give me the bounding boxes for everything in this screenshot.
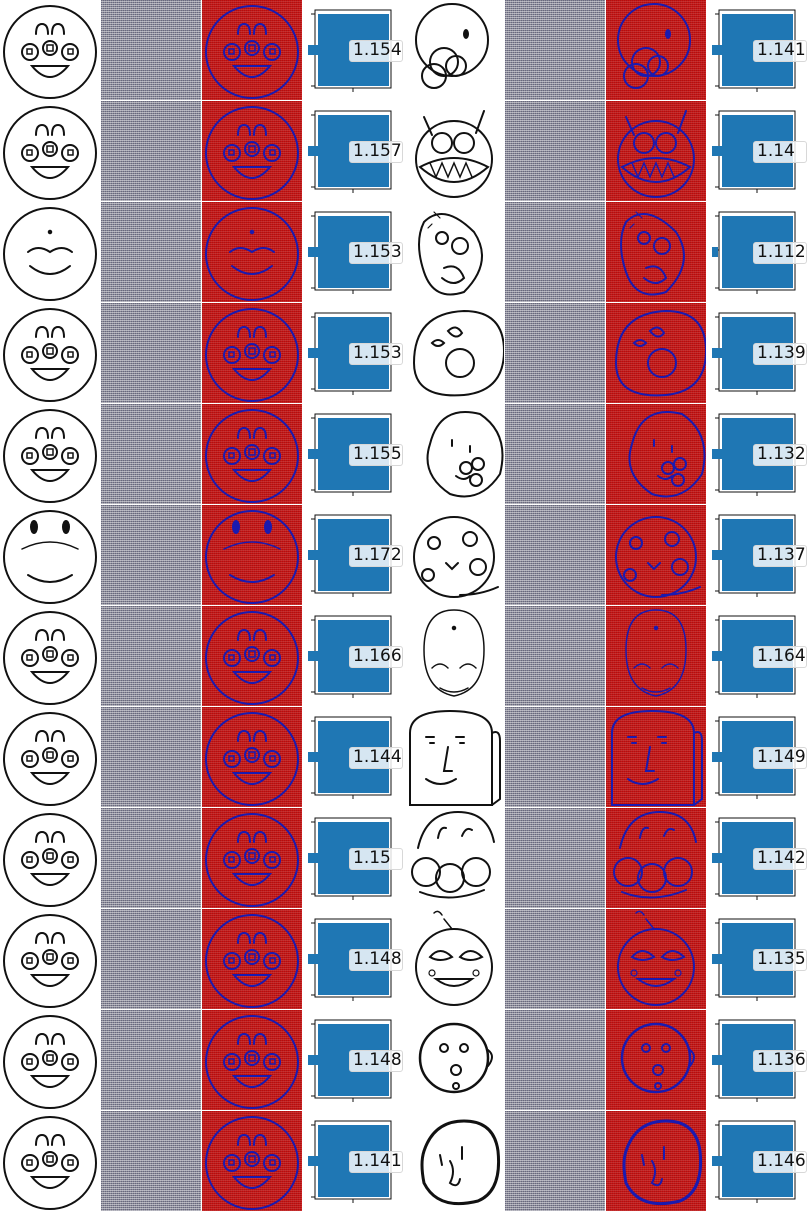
right-red-overlay-5 — [606, 404, 706, 504]
anpanman-face-drawing — [0, 606, 100, 706]
right-sketch-8 — [404, 707, 504, 807]
value-bar — [308, 550, 344, 560]
score-label: 1.148 — [353, 1050, 402, 1070]
left-score-panel-7 — [303, 606, 403, 706]
left-score-panel-12 — [303, 1111, 403, 1211]
right-sketch-11 — [404, 1010, 504, 1110]
left-score-panel-2 — [303, 101, 403, 201]
grid-row-3 — [0, 202, 807, 303]
blob-face-drawing — [606, 303, 706, 403]
left-score-panel-11 — [303, 1010, 403, 1110]
left-noise-panel-4 — [101, 303, 201, 403]
right-red-overlay-7 — [606, 606, 706, 706]
dokin-face-drawing — [606, 909, 706, 1009]
value-bar — [712, 146, 732, 156]
grid-row-4 — [0, 303, 807, 404]
left-sketch-11 — [0, 1010, 100, 1110]
left-sketch-2 — [0, 101, 100, 201]
right-sketch-5 — [404, 404, 504, 504]
grid-row-1 — [0, 0, 807, 101]
bubbles-face-drawing — [606, 808, 706, 908]
value-bar — [308, 1156, 329, 1166]
value-bar — [712, 752, 737, 762]
dots-face-drawing — [606, 505, 706, 605]
right-red-overlay-8 — [606, 707, 706, 807]
right-red-overlay-12 — [606, 1111, 706, 1211]
anpanman-face-drawing — [202, 909, 302, 1009]
right-red-overlay-4 — [606, 303, 706, 403]
right-noise-panel-2 — [505, 101, 605, 201]
smile-face-drawing — [404, 606, 504, 706]
left-sketch-5 — [0, 404, 100, 504]
score-label: 1.135 — [757, 949, 806, 969]
right-sketch-6 — [404, 505, 504, 605]
baikinman-face-drawing — [606, 101, 706, 201]
value-bar — [712, 348, 732, 358]
left-red-overlay-1 — [202, 0, 302, 100]
score-label: 1.132 — [757, 444, 806, 464]
left-noise-panel-9 — [101, 808, 201, 908]
anpanman-face-drawing — [202, 404, 302, 504]
left-score-panel-9 — [303, 808, 403, 908]
value-bar — [308, 1055, 332, 1065]
left-sketch-1 — [0, 0, 100, 100]
left-sketch-7 — [0, 606, 100, 706]
clown-face-drawing — [404, 0, 504, 100]
left-noise-panel-5 — [101, 404, 201, 504]
scribble-face-drawing — [606, 202, 706, 302]
clown-face-drawing — [606, 0, 706, 100]
value-bar — [308, 853, 333, 863]
score-label: 1.149 — [757, 747, 806, 767]
anpanman-face-drawing — [202, 0, 302, 100]
bald-face-drawing — [404, 1010, 504, 1110]
bubbles-face-drawing — [404, 808, 504, 908]
right-noise-panel-1 — [505, 0, 605, 100]
anpanman-face-drawing — [0, 101, 100, 201]
score-label: 1.166 — [353, 646, 402, 666]
score-label: 1.154 — [353, 40, 402, 60]
value-bar — [308, 247, 335, 257]
left-noise-panel-11 — [101, 1010, 201, 1110]
grid-row-9 — [0, 808, 807, 909]
right-score-panel-3 — [707, 202, 807, 302]
score-label: 1.142 — [757, 848, 806, 868]
left-noise-panel-7 — [101, 606, 201, 706]
value-bar — [308, 348, 335, 358]
left-red-overlay-5 — [202, 404, 302, 504]
left-sketch-6 — [0, 505, 100, 605]
score-label: 1.14 — [757, 141, 795, 161]
right-score-panel-8 — [707, 707, 807, 807]
right-sketch-3 — [404, 202, 504, 302]
bald-face-drawing — [606, 1010, 706, 1110]
right-red-overlay-3 — [606, 202, 706, 302]
right-noise-panel-4 — [505, 303, 605, 403]
baikinman-face-drawing — [404, 101, 504, 201]
left-red-overlay-8 — [202, 707, 302, 807]
rough-face-drawing — [404, 1111, 504, 1211]
left-score-panel-5 — [303, 404, 403, 504]
score-label: 1.15 — [353, 848, 391, 868]
right-red-overlay-1 — [606, 0, 706, 100]
grid-row-2 — [0, 101, 807, 202]
tilted-face-drawing — [404, 404, 504, 504]
score-label: 1.141 — [757, 40, 806, 60]
left-red-overlay-10 — [202, 909, 302, 1009]
anpanman-face-drawing — [0, 1010, 100, 1110]
value-bar — [712, 1156, 735, 1166]
shokupan-face-drawing — [606, 707, 706, 807]
score-label: 1.139 — [757, 343, 806, 363]
dots-face-drawing — [404, 505, 504, 605]
value-bar — [712, 247, 718, 257]
right-sketch-7 — [404, 606, 504, 706]
grid-row-8 — [0, 707, 807, 808]
left-noise-panel-8 — [101, 707, 201, 807]
value-bar — [712, 1055, 730, 1065]
right-noise-panel-12 — [505, 1111, 605, 1211]
right-noise-panel-10 — [505, 909, 605, 1009]
smile-face-drawing — [606, 606, 706, 706]
left-red-overlay-9 — [202, 808, 302, 908]
right-noise-panel-7 — [505, 606, 605, 706]
left-red-overlay-11 — [202, 1010, 302, 1110]
score-label: 1.164 — [757, 646, 806, 666]
left-red-overlay-3 — [202, 202, 302, 302]
left-sketch-12 — [0, 1111, 100, 1211]
value-bar — [308, 752, 330, 762]
anpanman-face-drawing — [202, 1111, 302, 1211]
right-red-overlay-11 — [606, 1010, 706, 1110]
value-bar — [712, 45, 733, 55]
right-sketch-2 — [404, 101, 504, 201]
right-noise-panel-6 — [505, 505, 605, 605]
left-sketch-4 — [0, 303, 100, 403]
right-score-panel-10 — [707, 909, 807, 1009]
shokupan-face-drawing — [404, 707, 504, 807]
right-score-panel-6 — [707, 505, 807, 605]
left-noise-panel-3 — [101, 202, 201, 302]
left-sketch-10 — [0, 909, 100, 1009]
anpanman-face-drawing — [0, 1111, 100, 1211]
score-label: 1.141 — [353, 1151, 402, 1171]
value-bar — [712, 651, 744, 661]
score-label: 1.144 — [353, 747, 402, 767]
right-sketch-4 — [404, 303, 504, 403]
grid-row-12 — [0, 1111, 807, 1212]
right-sketch-10 — [404, 909, 504, 1009]
anpanman-face-drawing — [0, 303, 100, 403]
score-label: 1.148 — [353, 949, 402, 969]
left-noise-panel-2 — [101, 101, 201, 201]
right-score-panel-12 — [707, 1111, 807, 1211]
anpanman-face-drawing — [202, 707, 302, 807]
plain-face-face-drawing — [202, 202, 302, 302]
score-label: 1.157 — [353, 141, 402, 161]
score-label: 1.136 — [757, 1050, 806, 1070]
left-red-overlay-2 — [202, 101, 302, 201]
anpanman-face-drawing — [202, 101, 302, 201]
right-sketch-1 — [404, 0, 504, 100]
anpanman-face-drawing — [202, 1010, 302, 1110]
right-red-overlay-2 — [606, 101, 706, 201]
plain-face-face-drawing — [0, 202, 100, 302]
left-red-overlay-4 — [202, 303, 302, 403]
right-score-panel-4 — [707, 303, 807, 403]
left-sketch-3 — [0, 202, 100, 302]
left-noise-panel-6 — [101, 505, 201, 605]
grid-row-7 — [0, 606, 807, 707]
anpanman-face-drawing — [0, 404, 100, 504]
anpanman-face-drawing — [202, 606, 302, 706]
left-red-overlay-6 — [202, 505, 302, 605]
right-sketch-12 — [404, 1111, 504, 1211]
dokin-face-drawing — [404, 909, 504, 1009]
right-sketch-9 — [404, 808, 504, 908]
value-bar — [712, 550, 731, 560]
grid-row-11 — [0, 1010, 807, 1111]
value-bar — [712, 449, 728, 459]
value-bar — [308, 45, 335, 55]
value-bar — [308, 651, 341, 661]
right-score-panel-11 — [707, 1010, 807, 1110]
left-sketch-8 — [0, 707, 100, 807]
tilted-face-drawing — [606, 404, 706, 504]
anpanman-face-drawing — [0, 707, 100, 807]
left-score-panel-8 — [303, 707, 403, 807]
left-noise-panel-10 — [101, 909, 201, 1009]
anpanman-face-drawing — [0, 808, 100, 908]
eyes-face-face-drawing — [0, 505, 100, 605]
score-label: 1.112 — [757, 242, 806, 262]
value-bar — [712, 853, 733, 863]
left-score-panel-1 — [303, 0, 403, 100]
left-score-panel-6 — [303, 505, 403, 605]
right-noise-panel-5 — [505, 404, 605, 504]
anpanman-face-drawing — [0, 909, 100, 1009]
right-noise-panel-8 — [505, 707, 605, 807]
right-score-panel-2 — [707, 101, 807, 201]
left-red-overlay-7 — [202, 606, 302, 706]
anpanman-face-drawing — [202, 303, 302, 403]
score-label: 1.172 — [353, 545, 402, 565]
eyes-face-face-drawing — [202, 505, 302, 605]
right-score-panel-1 — [707, 0, 807, 100]
right-red-overlay-9 — [606, 808, 706, 908]
score-label: 1.155 — [353, 444, 402, 464]
value-bar — [308, 954, 332, 964]
anpanman-face-drawing — [0, 0, 100, 100]
right-score-panel-7 — [707, 606, 807, 706]
rough-face-drawing — [606, 1111, 706, 1211]
anpanman-face-drawing — [202, 808, 302, 908]
right-red-overlay-6 — [606, 505, 706, 605]
grid-row-6 — [0, 505, 807, 606]
value-bar — [308, 449, 336, 459]
left-score-panel-10 — [303, 909, 403, 1009]
score-label: 1.153 — [353, 343, 402, 363]
left-noise-panel-12 — [101, 1111, 201, 1211]
value-bar — [308, 146, 337, 156]
left-score-panel-3 — [303, 202, 403, 302]
right-score-panel-5 — [707, 404, 807, 504]
score-label: 1.137 — [757, 545, 806, 565]
grid-row-10 — [0, 909, 807, 1010]
score-label: 1.146 — [757, 1151, 806, 1171]
right-noise-panel-11 — [505, 1010, 605, 1110]
right-score-panel-9 — [707, 808, 807, 908]
right-noise-panel-9 — [505, 808, 605, 908]
right-noise-panel-3 — [505, 202, 605, 302]
blob-face-drawing — [404, 303, 504, 403]
left-score-panel-4 — [303, 303, 403, 403]
value-bar — [712, 954, 730, 964]
left-noise-panel-1 — [101, 0, 201, 100]
left-red-overlay-12 — [202, 1111, 302, 1211]
left-sketch-9 — [0, 808, 100, 908]
right-red-overlay-10 — [606, 909, 706, 1009]
score-label: 1.153 — [353, 242, 402, 262]
scribble-face-drawing — [404, 202, 504, 302]
grid-row-5 — [0, 404, 807, 505]
